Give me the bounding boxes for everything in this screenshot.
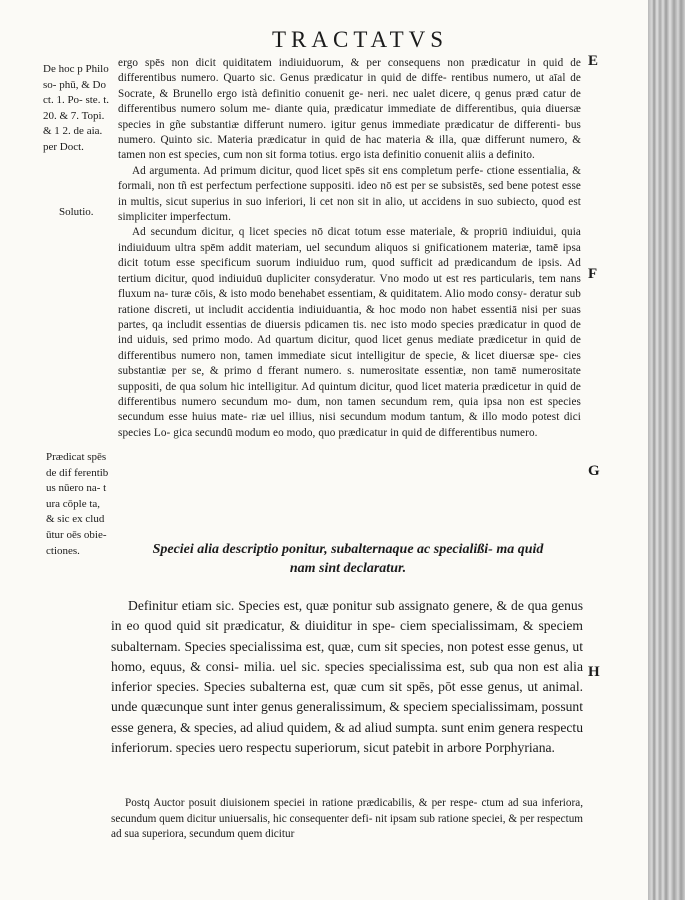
margin-letter-g: G (588, 463, 600, 479)
margin-note-praedicat: Prædicat spēs de dif ferentibus nūero na- tura cōple ta, & sic ex cludūtur oēs obie- ctiones. (46, 451, 109, 557)
page-fore-edge (648, 0, 685, 900)
closing-paragraph: Postq Auctor posuit diuisionem speciei in ratione prædicabilis, & per respe- ctum ad sua inferiora, secundum quem dicitur uniuersalis, hic consequenter defi- nit ipsam sub ratione speciei, & per respectum ad sua superiora, secundum quem dicitur (111, 797, 583, 841)
margin-letter-e: E (588, 53, 599, 69)
commentary-paragraph-first-answer: Ad argumenta. Ad primum dicitur, quod licet spēs sit ens completum perfe- ctione essentialia, & formali, non tñ est perfectum perfectione suppositi. ideo nō est per se subsistēs, sed bene potest esse in multis, sicut superius in suo inferiori, li cet non sit in alio, ut accidens in suo subiecto, quod est simpliciter imperfectum. (118, 164, 581, 224)
margin-letter-f: F (588, 266, 598, 282)
running-head: TRACTATVS (272, 27, 449, 52)
definition-block (111, 596, 583, 758)
commentary-block (118, 56, 581, 441)
section-heading: Speciei alia descriptio ponitur, subalternaque ac specialißi- ma quid nam sint declaratur. (152, 542, 544, 576)
margin-note-citation: De hoc p Philoso- phū, & Do ct. 1. Po- ste. t. 20. & 7. Topi. & 1 2. de aia. per Doct. (43, 63, 109, 153)
closing-block (111, 796, 583, 843)
margin-letter-h: H (588, 664, 600, 680)
definition-paragraph: Definitur etiam sic. Species est, quæ ponitur sub assignato genere, & de qua genus in eo quod quid sit prædicatur, & diuiditur in spe- ciem specialissimam, & speciem subalternam. Species specialissima est, quæ, cum sit species, non potest esse genus, ut homo, equus, & consi- milia. uel sic. species specialissima est, sub qua non est alia inferior species. Species subalterna est, quæ cum sit spēs, pōt esse genus, ut animal. unde quæcunque sunt inter genus generalissimum, & speciem specialissimam, possunt esse genera, & species, ad aliud quidem, & ad aliud sumpta. sunt enim genera respectu inferiorum. species uero respectu superiorum, sicut patebit in arbore Porphyriana. (111, 598, 583, 756)
margin-note-solutio: Solutio. (59, 206, 94, 218)
commentary-paragraph-objections: ergo spēs non dicit quiditatem indiuiduorum, & per consequens non prædicatur in quid de differentibus numero. Quarto sic. Genus prædicatur in quid de diffe- rentibus numero, ut aīal de Socrate, & Brunello ergo istà definitio conuenit ge- neri. nec ualet dicere, q genus præd catur de differentibus numero solum me- diante quia, prædicatur immediate de differentibus, quia diuersæ species in gñe substantiæ differunt numero. igitur genus immediate prædicatur de differenti- bus numero. Quinto sic. Materia prædicatur in quid de hac materia & illa, quæ differunt numero, & tamen non est species, cum non sit forma totius. ergo ista definitio conuenit aliis a definito. (118, 57, 581, 162)
commentary-paragraph-further-answers: Ad secundum dicitur, q licet species nō dicat totum esse materiale, & propriū indiuidui, quia indiuiduum ultra spēm addit materiam, uel secundum aliquos si gnificationem materiæ, tamē ipsa dicit totum esse specificum suorum indiuiduo rum, quod sufficit ad prædicandum de ipsis. Ad tertium dicitur, quod indiuiduū dupliciter consyderatur. Vno modo ut est res particularis, tem nans fluxum na- turæ cōis, & isto modo benehabet essentiam, & quiditatem. Alio modo consy- deratur sub ratione discreti, ut includit accidentia indiuiduantia, & hoc modo non habet essentiā nisi per suas partes, qa includit essentias de diuersis pdicamen tis. nec isto modo species prædicatur in quod de ind uiduis, sed primo modo. Ad quartum dicitur, quod licet genus mediate prædicetur in quid de differentibus numero non, tamen immediate sicut intelligitur de specie, & licet diuersæ spe- cies substantiæ per se, & primo d fferant numero. s. numerositate essentiæ, non tamē numerositate suppositi, de qua solum hic intelligitur. Ad quintum dicitur, quod licet materia prædicetur in quid de differentibus numero secundum mo- dum, non tamen secundum rem, quia ipsa non est species secundum esse huius mate- riæ uel illius, nisi secundum modum tantum, & illo modo potest dici species Lo- gica secundū modum eo modo, quo prædicatur in quid de differentibus numero. (118, 226, 581, 439)
